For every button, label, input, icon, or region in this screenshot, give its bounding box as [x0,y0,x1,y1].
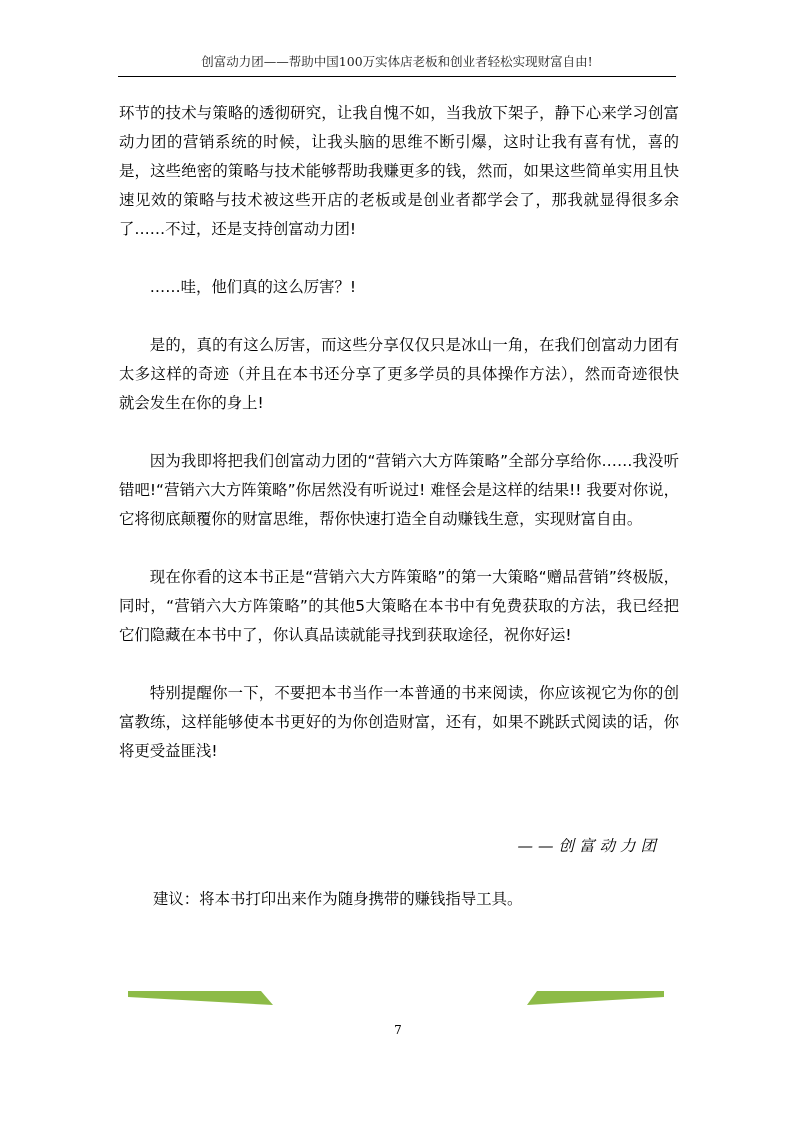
footer-bar-left [128,991,273,1005]
footer-decoration-right [527,991,664,1005]
paragraph-4: 因为我即将把我们创富动力团的“营销六大方阵策略”全部分享给你……我没听错吧!“营销六大方阵策略”你居然没有听说过! 难怪会是这样的结果!! 我要对你说，它将彻底颠覆你的财富思维，帮你快速打造全自动赚钱生意，实现财富自由。 [119,452,679,528]
paragraph-3: 是的，真的有这么厉害，而这些分享仅仅只是冰山一角，在我们创富动力团有太多这样的奇迹（并且在本书还分享了更多学员的具体操作方法），然而奇迹很快就会发生在你的身上! [119,336,679,412]
paragraph-2: ……哇，他们真的这么厉害？! [149,278,357,296]
footer-decoration-left [128,991,273,1005]
signature: ——创富动力团 [517,837,661,855]
paragraph-5: 现在你看的这本书正是“营销六大方阵策略”的第一大策略“赠品营销”终极版，同时，“营销六大方阵策略”的其他5大策略在本书中有免费获取的方法，我已经把它们隐藏在本书中了，你认真品读就能寻找到获取途径，祝你好运! [119,568,679,644]
page-header: 创富动力团——帮助中国100万实体店老板和创业者轻松实现财富自由! [118,52,676,77]
page-number: 7 [394,1023,402,1037]
body-text [119,99,679,795]
paragraph-6: 特别提醒你一下，不要把本书当作一本普通的书来阅读，你应该视它为你的创富教练，这样能够使本书更好的为你创造财富，还有，如果不跳跃式阅读的话，你将更受益匪浅! [119,684,679,760]
footer-bar-right [527,991,664,1005]
suggestion-note: 建议：将本书打印出来作为随身携带的赚钱指导工具。 [153,890,523,908]
paragraph-1: 环节的技术与策略的透彻研究，让我自愧不如，当我放下架子，静下心来学习创富动力团的营销系统的时候，让我头脑的思维不断引爆，这时让我有喜有忧，喜的是，这些绝密的策略与技术能够帮助我赚更多的钱，然而，如果这些简单实用且快速见效的策略与技术被这些开店的老板或是创业者都学会了，那我就显得很多余了……不过，还是支持创富动力团! [119,104,679,238]
